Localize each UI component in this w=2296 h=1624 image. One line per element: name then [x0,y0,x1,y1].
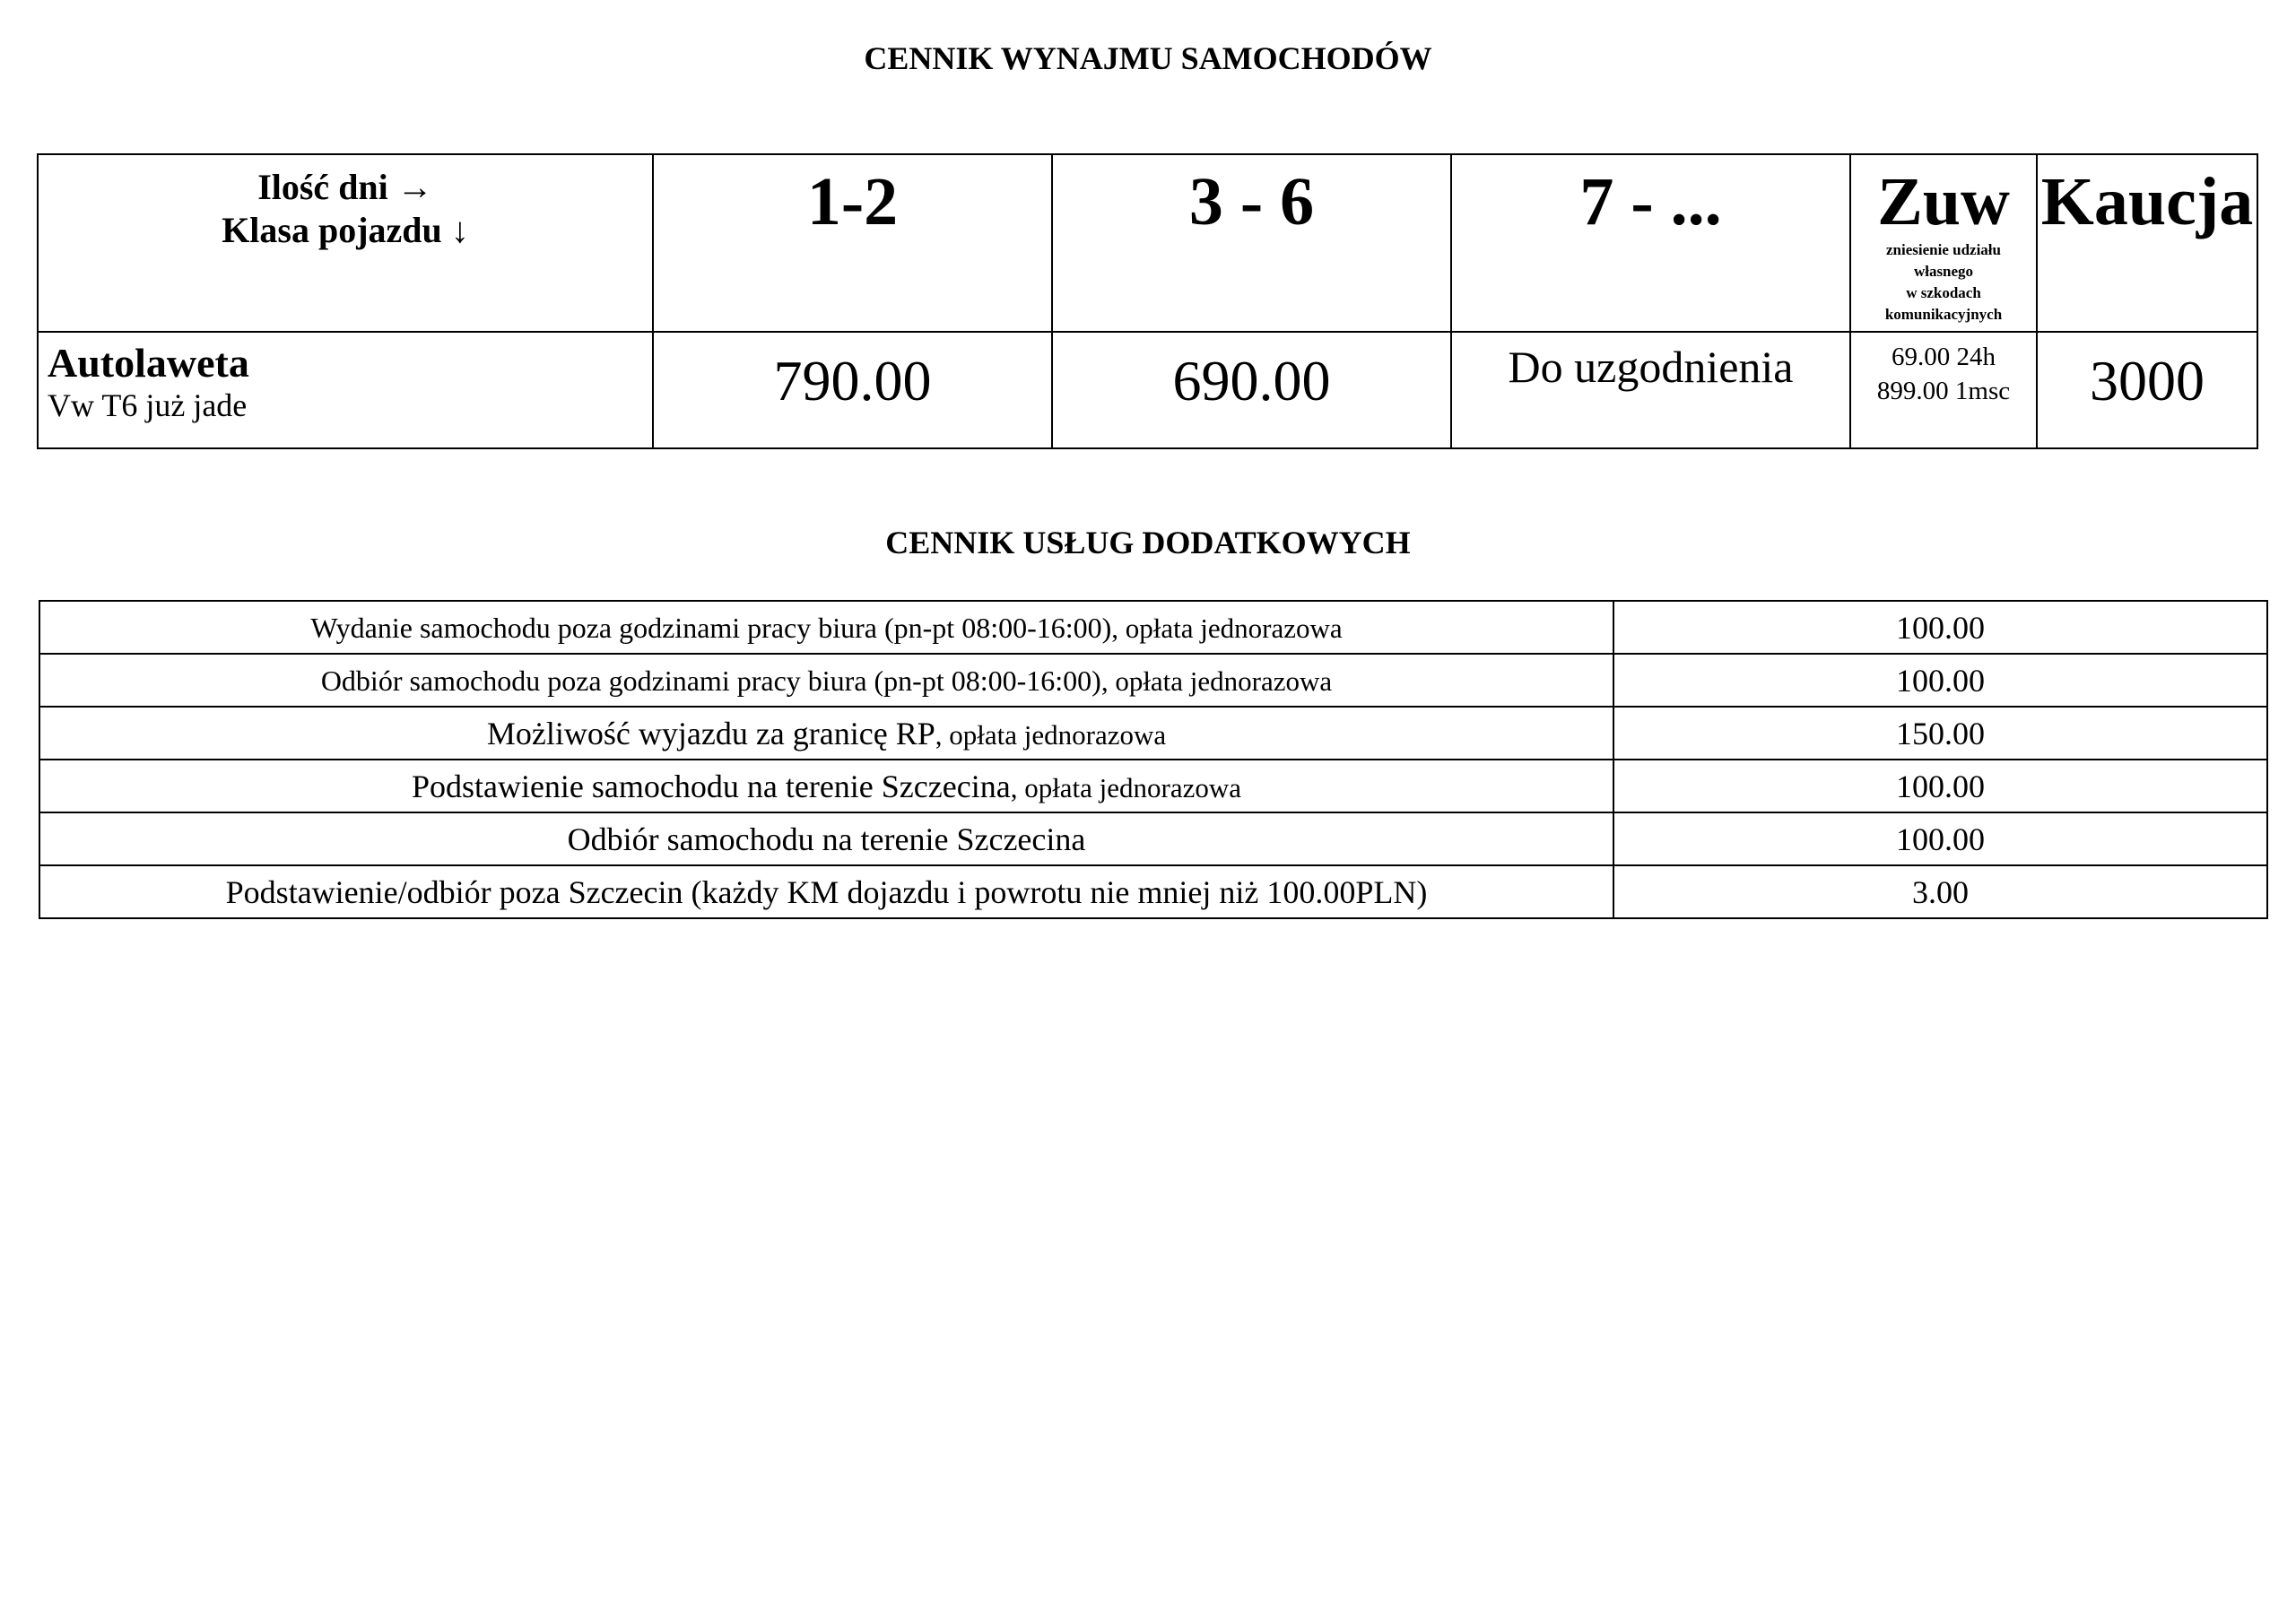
vehicle-class-axis-label: Klasa pojazdu ↓ [222,210,469,250]
zuw-description-line: własnego [1913,263,1974,280]
days-axis-label: Ilość dni → [257,167,433,207]
service-price: 100.00 [1613,812,2267,865]
service-name: Podstawienie samochodu na terenie Szczecina [411,768,1011,804]
zuw-price-daily: 69.00 24h [1892,343,1996,371]
zuw-header-cell [1850,154,2037,332]
service-description [39,865,1613,918]
service-note: , opłata jednorazowa [1111,612,1343,644]
service-price: 150.00 [1613,707,2267,760]
rental-price-list-title: CENNIK WYNAJMU SAMOCHODÓW [864,40,1432,76]
service-note: , opłata jednorazowa [1010,771,1242,803]
zuw-description-line: w szkodach [1906,284,1981,301]
service-price: 100.00 [1613,654,2267,707]
service-description [39,707,1613,760]
table-row [39,865,2267,918]
range-header-7-plus: 7 - ... [1451,154,1850,332]
rental-header-row [38,154,2257,332]
service-description [39,760,1613,812]
service-name: Możliwość wyjazdu za granicę RP [486,715,935,751]
zuw-price-monthly: 899.00 1msc [1876,377,2011,405]
table-row [39,654,2267,707]
vehicle-model: Vw T6 już jade [48,387,248,423]
service-price: 100.00 [1613,601,2267,654]
service-name: Podstawienie/odbiór poza Szczecin (każdy KM dojazdu i powrotu nie mniej niż 100.00PLN) [225,873,1428,910]
additional-services-title: CENNIK USŁUG DODATKOWYCH [885,525,1411,560]
service-price: 100.00 [1613,760,2267,812]
deposit-amount: 3000 [2037,332,2257,448]
zuw-header-title: Zuw [1877,164,2010,239]
service-note: , opłata jednorazowa [1100,664,1333,697]
zuw-description-line: zniesienie udziału [1886,241,2001,258]
table-row [39,707,2267,760]
service-description [39,654,1613,707]
service-price: 3.00 [1613,865,2267,918]
service-name: Odbiór samochodu na terenie Szczecina [567,821,1086,857]
table-row [39,812,2267,865]
additional-services-table [39,600,2268,919]
axis-header-cell [38,154,653,332]
table-row [38,332,2257,448]
price-7-plus-days: Do uzgodnienia [1451,332,1850,448]
price-1-2-days: 790.00 [653,332,1052,448]
table-row [39,760,2267,812]
deposit-header: Kaucja [2037,154,2257,332]
service-name: Wydanie samochodu poza godzinami pracy biura (pn-pt 08:00-16:00) [310,611,1112,644]
vehicle-cell [38,332,653,448]
range-header-1-2: 1-2 [653,154,1052,332]
service-description [39,812,1613,865]
vehicle-class-name: Autolaweta [48,340,249,386]
zuw-price-cell [1850,332,2037,448]
table-row [39,601,2267,654]
service-description [39,601,1613,654]
rental-price-table [37,153,2258,449]
service-name: Odbiór samochodu poza godzinami pracy biura (pn-pt 08:00-16:00) [320,664,1101,697]
range-header-3-6: 3 - 6 [1052,154,1451,332]
service-note: , opłata jednorazowa [935,718,1167,751]
zuw-description-line: komunikacyjnych [1884,306,2003,323]
price-3-6-days: 690.00 [1052,332,1451,448]
